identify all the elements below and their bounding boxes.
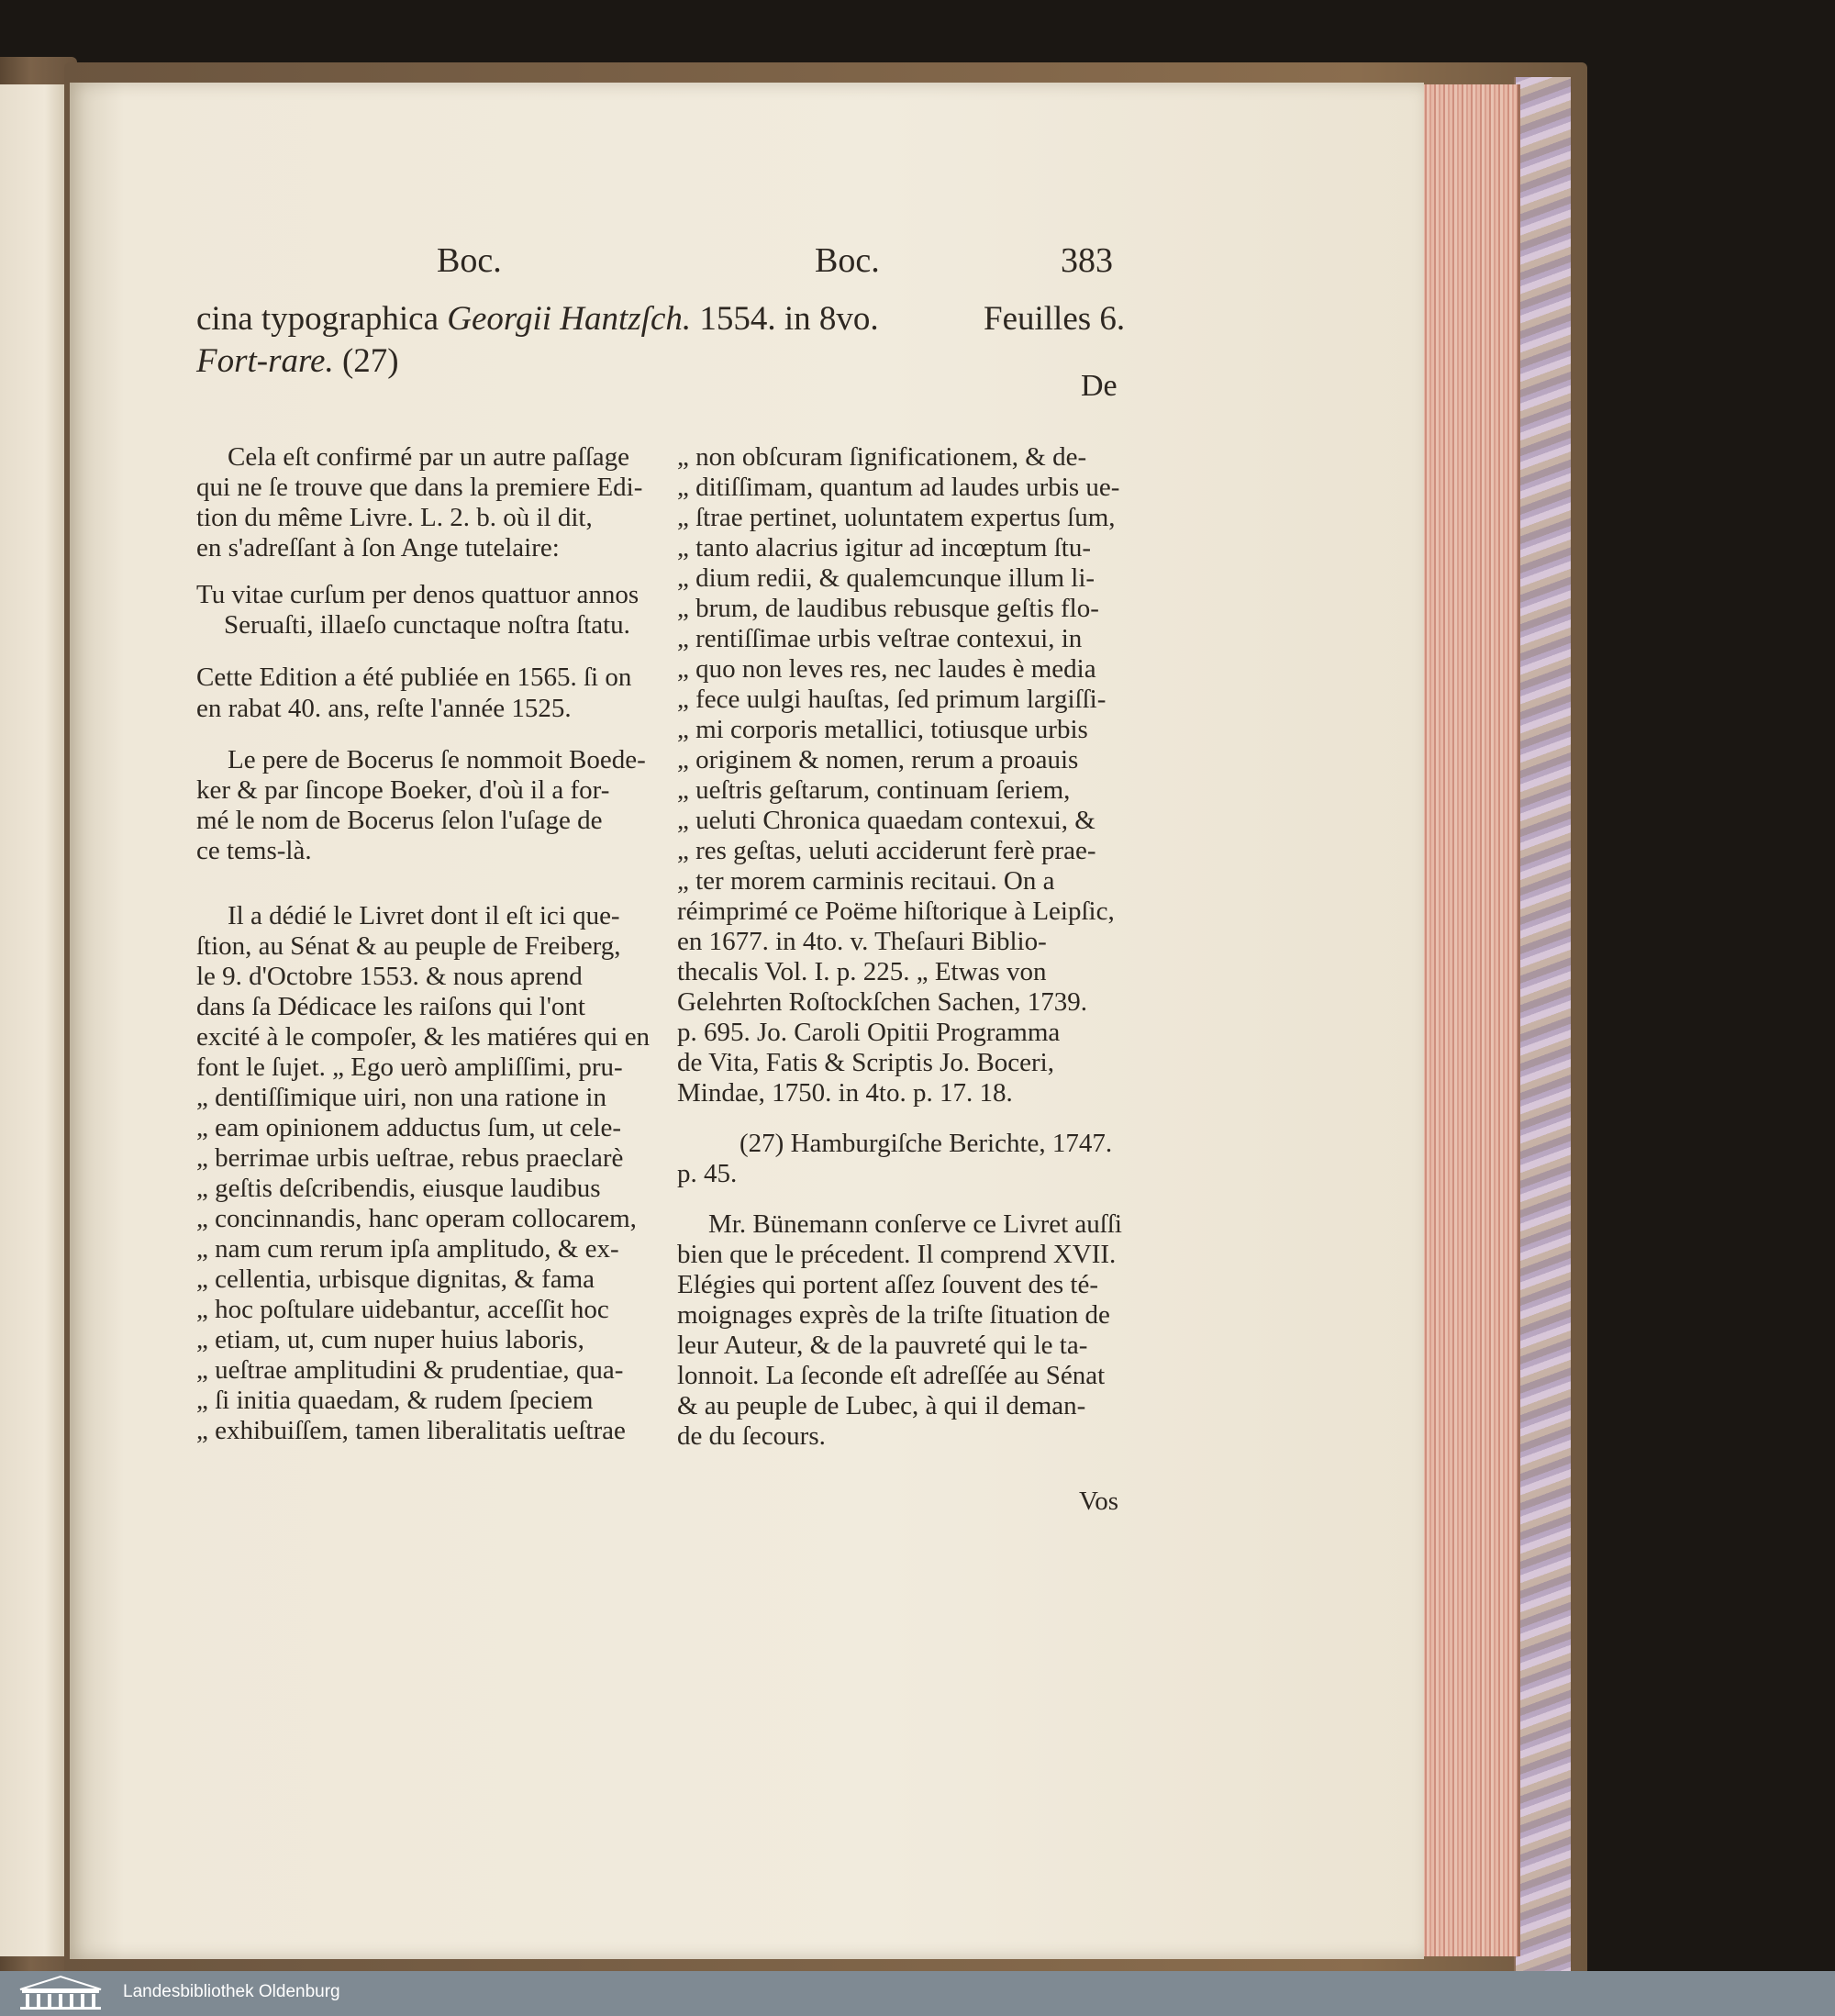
page-number: 383 [1061, 241, 1113, 280]
left-line: „ eam opinionem adductus ſum, ut cele- [196, 1113, 622, 1142]
library-name: Landesbibliothek Oldenburg [123, 1982, 340, 2001]
left-line: „ dentiſſimique uiri, non una ratione in [196, 1083, 606, 1112]
right-line: lonnoit. La ſeconde eſt adreſſée au Sénat [677, 1361, 1106, 1390]
right-line: „ res geſtas, ueluti acciderunt ferè prae- [677, 836, 1096, 865]
right-line: „ quo non leves res, nec laudes è media [677, 654, 1096, 684]
right-line: & au peuple de Lubec, à qui il deman- [677, 1391, 1086, 1420]
marbled-endpaper [1514, 77, 1571, 1986]
left-line: „ cellentia, urbisque dignitas, & fama [196, 1264, 595, 1294]
left-line: „ etiam, ut, cum nuper huius laboris, [196, 1325, 584, 1354]
left-line: Il a dédié le Livret dont il eſt ici que- [228, 901, 620, 930]
left-line: ker & par ſincope Boeker, d'où il a for- [196, 775, 610, 805]
right-line: de du ſecours. [677, 1421, 826, 1451]
catchword-top: De [1081, 369, 1118, 403]
right-line: bien que le précedent. Il comprend XVII. [677, 1240, 1117, 1269]
right-line: réimprimé ce Poëme hiſtorique à Leipſic, [677, 897, 1115, 926]
left-line: ce tems-là. [196, 836, 312, 865]
left-line: „ concinnandis, hanc operam collocarem, [196, 1204, 637, 1233]
left-line: „ exhibuiſſem, tamen liberalitatis ueſtrae [196, 1416, 626, 1445]
right-line: „ mi corporis metallici, totiusque urbis [677, 715, 1088, 744]
verse-line: Tu vitae curſum per denos quattuor annos [196, 580, 639, 609]
right-line: „ ueluti Chronica quaedam contexui, & [677, 806, 1095, 835]
left-line: le 9. d'Octobre 1553. & nous aprend [196, 962, 583, 991]
left-line: mé le nom de Bocerus ſelon l'uſage de [196, 806, 603, 835]
right-line: „ ſtrae pertinet, uoluntatem expertus ſum, [677, 503, 1116, 532]
right-line: „ non obſcuram ſignificationem, & de- [677, 442, 1087, 472]
running-head-left: Boc. [437, 241, 502, 280]
right-line: moignages exprès de la triſte ſituation de [677, 1300, 1110, 1330]
right-line: en 1677. in 4to. v. Theſauri Biblio- [677, 927, 1047, 956]
left-line: en rabat 40. ans, reſte l'année 1525. [196, 694, 572, 723]
intro-printer: Georgii Hantzſch. [447, 300, 692, 338]
right-line: „ ter morem carminis recitaui. On a [677, 866, 1055, 896]
left-line: „ ſi initia quaedam, & rudem ſpeciem [196, 1386, 594, 1415]
left-line: „ berrimae urbis ueſtrae, rebus praeclarè [196, 1143, 624, 1173]
right-line: „ ueſtris geſtarum, continuam ſeriem, [677, 775, 1071, 805]
left-page-edge [0, 84, 66, 1956]
right-line: leur Auteur, & de la pauvreté qui le ta- [677, 1331, 1088, 1360]
left-line: qui ne ſe trouve que dans la premiere Edi- [196, 473, 643, 502]
intro-feuilles: Feuilles 6. [984, 300, 1126, 338]
left-line: dans ſa Dédicace les raiſons qui l'ont [196, 992, 585, 1021]
catchword-bottom: Vos [1079, 1487, 1118, 1516]
footnote-line: p. 45. [677, 1159, 738, 1188]
verse-line: Seruaſti, illaeſo cunctaque noſtra ſtatu. [224, 610, 630, 640]
intro-line-1 [196, 299, 879, 339]
intro-line-2 [196, 341, 399, 381]
left-line: tion du même Livre. L. 2. b. où il dit, [196, 503, 593, 532]
left-line: font le ſujet. „ Ego uerò ampliſſimi, pru- [196, 1053, 623, 1082]
footnote-line: (27) Hamburgiſche Berichte, 1747. [740, 1129, 1113, 1158]
right-line: Mindae, 1750. in 4to. p. 17. 18. [677, 1078, 1013, 1108]
left-line: „ ueſtrae amplitudini & prudentiae, qua- [196, 1355, 624, 1385]
right-line: Gelehrten Roſtockſchen Sachen, 1739. [677, 987, 1087, 1017]
right-line: thecalis Vol. I. p. 225. „ Etwas von [677, 957, 1047, 986]
running-head-center: Boc. [815, 241, 880, 280]
right-line: „ dium redii, & qualemcunque illum li- [677, 563, 1095, 593]
intro-footnote-ref: (27) [333, 342, 399, 380]
page-edges [1420, 84, 1520, 1956]
left-line: „ geſtis deſcribendis, eiusque laudibus [196, 1174, 601, 1203]
left-line: Cela eſt confirmé par un autre paſſage [228, 442, 630, 472]
left-line: „ nam cum rerum ipſa amplitudo, & ex- [196, 1234, 619, 1264]
right-line: Mr. Bünemann conſerve ce Livret auſſi [708, 1209, 1122, 1239]
right-line: „ tanto alacrius igitur ad incœptum ſtu- [677, 533, 1091, 562]
left-line: „ hoc poſtulare uidebantur, acceſſit hoc [196, 1295, 609, 1324]
intro-year: 1554. in 8vo. [691, 300, 879, 338]
right-line: p. 695. Jo. Caroli Opitii Programma [677, 1018, 1061, 1047]
left-line: en s'adreſſant à ſon Ange tutelaire: [196, 533, 560, 562]
right-line: „ fece uulgi hauſtas, ſed primum largiſſi- [677, 685, 1107, 714]
left-line: excité à le compoſer, & les matiéres qui en [196, 1022, 651, 1052]
right-line: „ ditiſſimam, quantum ad laudes urbis ue- [677, 473, 1120, 502]
left-line: ſtion, au Sénat & au peuple de Freiberg, [196, 931, 621, 961]
left-line: Le pere de Bocerus ſe nommoit Boede- [228, 745, 646, 774]
left-line: Cette Edition a été publiée en 1565. ſi on [196, 663, 632, 692]
right-line: „ originem & nomen, rerum a proauis [677, 745, 1079, 774]
right-line: Elégies qui portent aſſez ſouvent des té- [677, 1270, 1099, 1299]
intro-text: cina typographica [196, 300, 448, 338]
library-building-icon [17, 1975, 105, 2011]
right-line: „ rentiſſimae urbis veſtrae contexui, in [677, 624, 1083, 653]
right-line: „ brum, de laudibus rebusque geſtis flo- [677, 594, 1099, 623]
intro-rarity: Fort-rare. [196, 342, 334, 380]
right-line: de Vita, Fatis & Scriptis Jo. Boceri, [677, 1048, 1054, 1077]
